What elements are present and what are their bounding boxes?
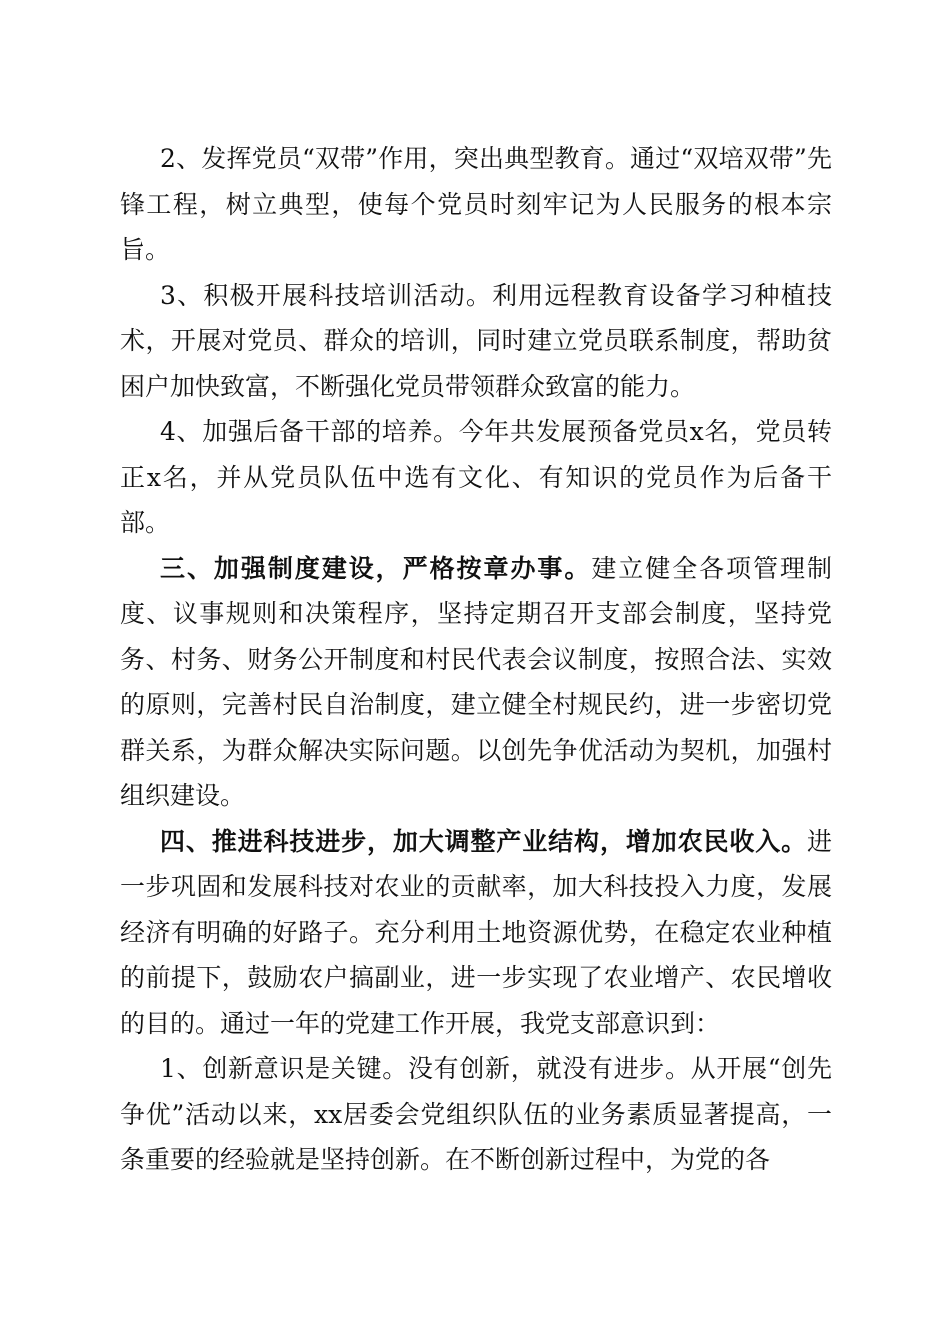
paragraph-item-1-innovation — [120, 1046, 832, 1183]
paragraph-text: 2、发挥党员“双带”作用，突出典型教育。通过“双培双带”先锋工程，树立典型，使每个党员时刻牢记为人民服务的根本宗旨。 — [120, 144, 832, 264]
paragraph-text: 进一步巩固和发展科技对农业的贡献率，加大科技投入力度，发展经济有明确的好路子。充分利用土地资源优势，在稳定农业种植的前提下，鼓励农户搞副业，进一步实现了农业增产、农民增收的目的。通过一年的党建工作开展，我党支部意识到： — [120, 826, 832, 1038]
paragraph-text: 1、创新意识是关键。没有创新，就没有进步。从开展“创先争优”活动以来，xx居委会党组织队伍的业务素质显著提高，一条重要的经验就是坚持创新。在不断创新过程中，为党的各 — [120, 1054, 832, 1174]
paragraph-item-4 — [120, 409, 832, 546]
section-four-paragraph — [120, 819, 832, 1047]
section-three-paragraph — [120, 546, 832, 819]
section-four-heading: 四、推进科技进步，加大调整产业结构，增加农民收入。 — [160, 826, 807, 856]
section-three-heading: 三、加强制度建设，严格按章办事。 — [160, 553, 592, 583]
paragraph-item-3 — [120, 273, 832, 410]
document-page — [120, 136, 832, 1183]
paragraph-text: 4、加强后备干部的培养。今年共发展预备党员x名，党员转正x名，并从党员队伍中选有文化、有知识的党员作为后备干部。 — [120, 417, 832, 537]
paragraph-text: 建立健全各项管理制度、议事规则和决策程序，坚持定期召开支部会制度，坚持党务、村务、财务公开制度和村民代表会议制度，按照合法、实效的原则，完善村民自治制度，建立健全村规民约，进一步密切党群关系，为群众解决实际问题。以创先争优活动为契机，加强村组织建设。 — [120, 553, 832, 810]
paragraph-text: 3、积极开展科技培训活动。利用远程教育设备学习种植技术，开展对党员、群众的培训，同时建立党员联系制度，帮助贫困户加快致富，不断强化党员带领群众致富的能力。 — [120, 280, 832, 401]
paragraph-item-2 — [120, 136, 832, 273]
